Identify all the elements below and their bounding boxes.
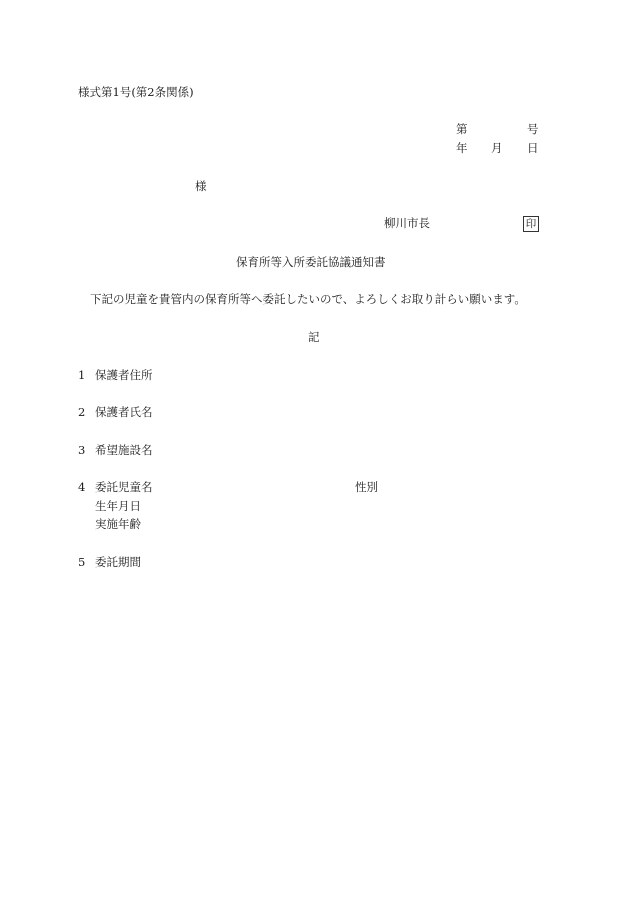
date-month: 月 [491,141,503,155]
item-1-label: 保護者住所 [95,368,153,382]
seal-mark: 印 [523,216,539,232]
body-text: 下記の児童を貴管内の保育所等へ委託したいので、よろしくお取り計らい願います。 [90,292,526,306]
item-5-number: 5 [78,555,86,569]
document-title: 保育所等入所委託協議通知書 [236,255,386,269]
seal-stamp [523,216,539,232]
item-4-sub-1: 生年月日 [95,499,141,513]
item-2-label: 保護者氏名 [95,405,153,419]
item-3-label: 希望施設名 [95,443,153,457]
ki-heading: 記 [308,330,320,344]
doc-number-prefix: 第 [456,122,468,136]
issuer: 柳川市長 [384,216,430,230]
item-4-sub-2: 実施年齢 [95,517,141,531]
item-5-label: 委託期間 [95,555,141,569]
item-3-number: 3 [78,443,86,457]
item-4-extra: 性別 [355,480,378,494]
date-year: 年 [456,141,468,155]
form-number: 様式第1号(第2条関係) [78,85,194,99]
date-day: 日 [527,141,539,155]
addressee-suffix: 様 [195,179,207,193]
doc-number-suffix: 号 [527,122,539,136]
item-2-number: 2 [78,405,86,419]
item-1-number: 1 [78,368,86,382]
item-4-label: 委託児童名 [95,480,153,494]
item-4-number: 4 [78,480,86,494]
